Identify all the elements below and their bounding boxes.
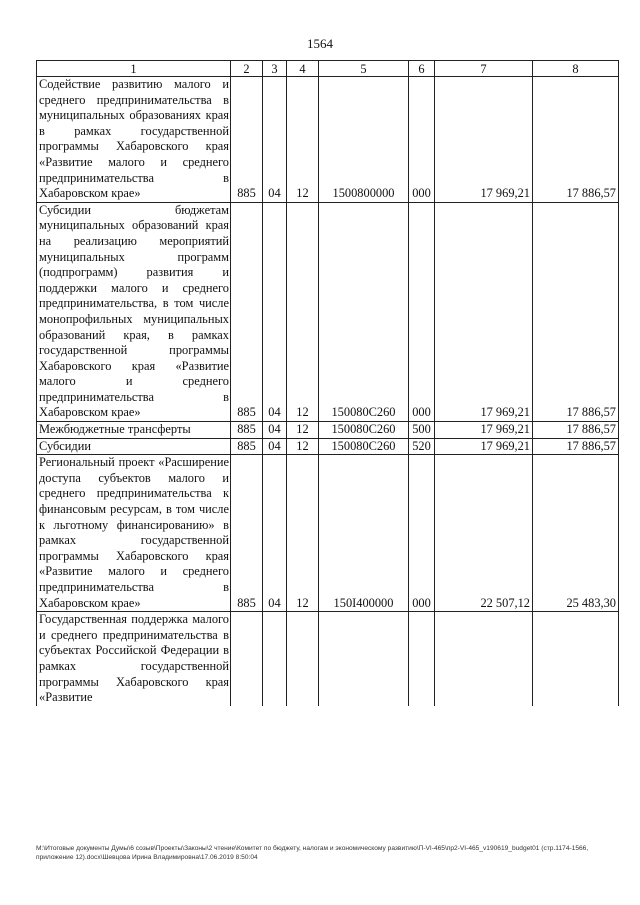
col-2-value: 885 [231,455,263,612]
col-8-value [533,612,619,706]
col-4-value: 12 [287,455,319,612]
col-5-value: 150080C260 [319,438,409,455]
header-cell: 1 [37,61,231,77]
col-3-value [263,612,287,706]
budget-table [36,60,619,706]
col-5-value: 150080C260 [319,202,409,421]
row-description: Региональный проект «Расширение доступа субъектов малого и среднего предпринимательства к финансовым ресурсам, в том числе к льготному финансированию» в рамках государственной программы Хабаровского края «Развитие малого и среднего предпринимательства в Хабаровском крае» [37,455,231,612]
col-6-value [409,612,435,706]
col-6-value: 500 [409,422,435,439]
header-cell: 4 [287,61,319,77]
col-4-value [287,612,319,706]
col-3-value: 04 [263,202,287,421]
col-6-value: 000 [409,455,435,612]
table-row [37,438,619,455]
col-7-value: 17 969,21 [435,438,533,455]
table-row [37,612,619,706]
col-7-value: 17 969,21 [435,422,533,439]
header-cell: 6 [409,61,435,77]
col-2-value: 885 [231,422,263,439]
row-description: Межбюджетные трансферты [37,422,231,439]
col-2-value: 885 [231,202,263,421]
col-8-value: 17 886,57 [533,202,619,421]
col-5-value: 1500800000 [319,77,409,203]
col-4-value: 12 [287,77,319,203]
col-7-value: 17 969,21 [435,77,533,203]
col-7-value [435,612,533,706]
row-description: Субсидии [37,438,231,455]
row-description: Содействие развитию малого и среднего предпринимательства в муниципальных образованиях края в рамках государственной программы Хабаровского края «Развитие малого и среднего предпринимательства в Хабаровском крае» [37,77,231,203]
page-number: 1564 [307,36,333,51]
header-cell: 2 [231,61,263,77]
col-5-value: 150080C260 [319,422,409,439]
col-3-value: 04 [263,438,287,455]
col-6-value: 000 [409,202,435,421]
col-5-value [319,612,409,706]
col-7-value: 17 969,21 [435,202,533,421]
col-2-value [231,612,263,706]
col-3-value: 04 [263,455,287,612]
col-5-value: 150I400000 [319,455,409,612]
col-7-value: 22 507,12 [435,455,533,612]
col-3-value: 04 [263,77,287,203]
col-8-value: 25 483,30 [533,455,619,612]
col-4-value: 12 [287,202,319,421]
table-row [37,77,619,203]
col-8-value: 17 886,57 [533,422,619,439]
header-row [37,61,619,77]
document-path-footer: М:\Итоговые документы Думы\6 созыв\Проекты\Законы\2 чтение\Комитет по бюджету, налогам и экономическому развитию\П-VI-465\пр2-VI-465_v190619_budget01 (стр.1174-1566, приложение 12).docx\Шевцова Ирина Владимировна\17.06.2019 8:50:04 [36,845,589,861]
table-row [37,202,619,421]
header-cell: 8 [533,61,619,77]
table-row [37,455,619,612]
col-6-value: 520 [409,438,435,455]
col-2-value: 885 [231,438,263,455]
col-4-value: 12 [287,422,319,439]
header-cell: 7 [435,61,533,77]
col-6-value: 000 [409,77,435,203]
col-3-value: 04 [263,422,287,439]
col-2-value: 885 [231,77,263,203]
table-row [37,422,619,439]
row-description: Государственная поддержка малого и среднего предпринимательства в субъектах Российской Федерации в рамках государственной программы Хабаровского края «Развитие [37,612,231,706]
row-description: Субсидии бюджетам муниципальных образований края на реализацию мероприятий муниципальных программ (подпрограмм) развития и поддержки малого и среднего предпринимательства, в том числе монопрофильных муниципальных образований края, в рамках государственной программы Хабаровского края «Развитие малого и среднего предпринимательства в Хабаровском крае» [37,202,231,421]
col-8-value: 17 886,57 [533,77,619,203]
col-8-value: 17 886,57 [533,438,619,455]
header-cell: 5 [319,61,409,77]
col-4-value: 12 [287,438,319,455]
header-cell: 3 [263,61,287,77]
